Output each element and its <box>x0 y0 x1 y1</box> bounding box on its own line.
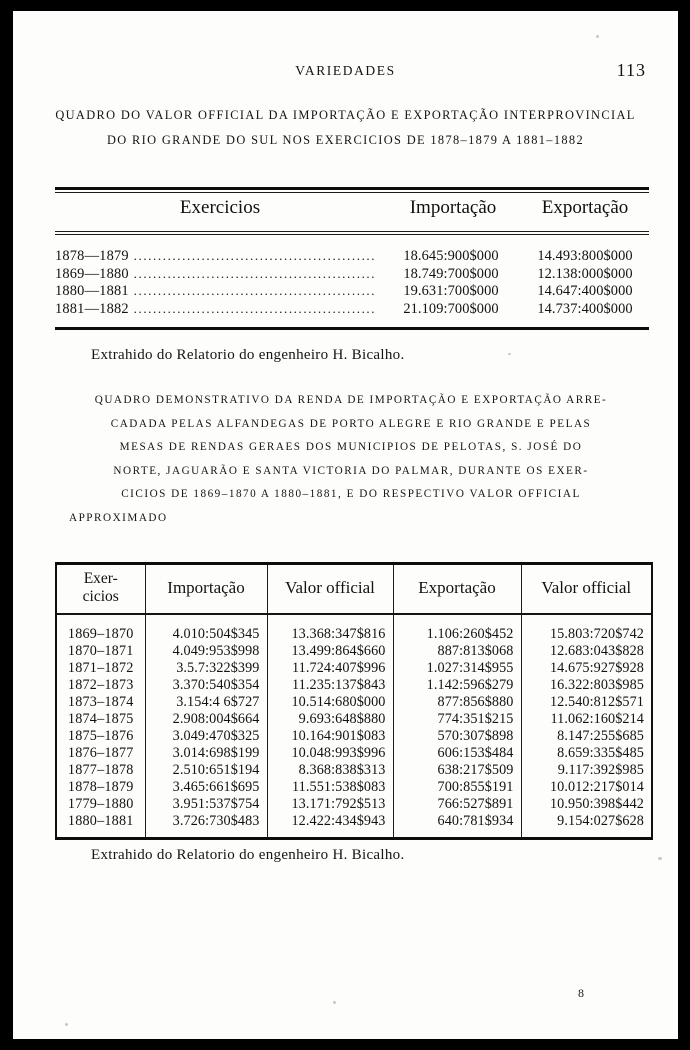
table-2-cell-importacao: 2.510:651$194 <box>145 762 267 779</box>
table-2-header-valor-official-importacao: Valor official <box>267 565 393 614</box>
scan-speck <box>508 353 511 355</box>
table-2 <box>55 562 653 840</box>
table-row <box>57 614 651 643</box>
table-2-cell-valor-exportacao: 12.540:812$571 <box>521 694 651 711</box>
table-2-cell-valor-exportacao: 12.683:043$828 <box>521 643 651 660</box>
table-2-cell-exercicio: 1873–1874 <box>67 694 134 710</box>
table-2-header-valor-official-exportacao: Valor official <box>521 565 651 614</box>
table-2-header-row <box>57 565 651 614</box>
table-2-cell-importacao: 3.5.7:322$399 <box>145 660 267 677</box>
running-head <box>13 60 678 87</box>
table-row <box>57 643 651 660</box>
table-2-cell-importacao: 3.465:661$695 <box>145 779 267 796</box>
table-2-cell-exportacao: 1.106:260$452 <box>393 614 521 643</box>
page-folio-number: 113 <box>616 60 646 80</box>
table-1-exercicio-label: 1881—1882 <box>55 300 129 317</box>
table-2-cell-importacao: 2.908:004$664 <box>145 711 267 728</box>
table-2-caption-line-6: APPROXIMADO <box>69 511 168 524</box>
table-2-caption-line-4: NORTE, JAGUARÃO E SANTA VICTORIA DO PALMAR, DURANTE OS EXER- <box>113 464 589 477</box>
scan-speck <box>333 1001 336 1004</box>
table-2-cell-importacao: 3.014:698$199 <box>145 745 267 762</box>
table-1-cell-exportacao: 14.493:800$000 <box>537 248 633 264</box>
table-2-cell-exportacao: 774:351$215 <box>393 711 521 728</box>
table-row <box>57 779 651 796</box>
table-2-cell-exportacao: 700:855$191 <box>393 779 521 796</box>
table-2-cell-valor-exportacao: 9.117:392$985 <box>521 762 651 779</box>
table-2-cell-valor-exportacao: 9.154:027$628 <box>521 813 651 837</box>
table-row <box>57 711 651 728</box>
table-1-header-row <box>55 193 649 231</box>
table-2-cell-valor-exportacao: 15.803:720$742 <box>521 614 651 643</box>
table-2-grid <box>57 565 651 837</box>
table-1-cell-importacao: 18.645:900$000 <box>403 248 499 264</box>
table-1-cell-exportacao: 14.737:400$000 <box>537 300 633 317</box>
table-2-cell-importacao: 4.010:504$345 <box>145 614 267 643</box>
table-2-cell-exercicio: 1870–1871 <box>67 643 134 659</box>
table-2-cell-exportacao: 1.027:314$955 <box>393 660 521 677</box>
table-row <box>57 745 651 762</box>
table-1-cell-exercicio <box>55 283 385 300</box>
table-1-exercicio-label: 1878—1879 <box>55 248 129 264</box>
table-1-caption-line-1: QUADRO DO VALOR OFFICIAL DA IMPORTAÇÃO E EXPORTAÇÃO INTERPROVINCIAL <box>55 108 636 122</box>
table-2-cell-exercicio: 1875–1876 <box>67 728 134 744</box>
table-2-attribution: Extrahido do Relatorio do engenheiro H. Bicalho. <box>91 847 405 863</box>
table-2-caption <box>51 389 651 531</box>
table-1-cell-exportacao: 12.138:000$000 <box>537 265 633 282</box>
table-2-header <box>57 565 651 614</box>
table-2-header-exercicios <box>57 565 145 614</box>
table-2-cell-valor-importacao: 10.514:680$000 <box>267 694 393 711</box>
table-1-body <box>55 235 649 327</box>
table-2-cell-valor-importacao: 11.235:137$843 <box>267 677 393 694</box>
table-2-cell-valor-importacao: 11.724:407$996 <box>267 660 393 677</box>
table-1-attribution: Extrahido do Relatorio do engenheiro H. Bicalho. <box>91 347 405 363</box>
table-2-cell-valor-exportacao: 10.950:398$442 <box>521 796 651 813</box>
table-2-header-exportacao: Exportação <box>393 565 521 614</box>
table-2-cell-exercicio: 1874–1875 <box>67 711 134 727</box>
table-2-caption-line-1: QUADRO DEMONSTRATIVO DA RENDA DE IMPORTAÇÃO E EXPORTAÇÃO ARRE- <box>94 394 608 406</box>
table-row <box>57 813 651 837</box>
table-row <box>57 728 651 745</box>
table-2-cell-exportacao: 766:527$891 <box>393 796 521 813</box>
table-2-cell-valor-importacao: 10.048:993$996 <box>267 745 393 762</box>
table-1-bottom-rule <box>55 327 649 330</box>
table-2-cell-valor-importacao: 10.164:901$083 <box>267 728 393 745</box>
table-2-cell-importacao: 3.951:537$754 <box>145 796 267 813</box>
table-row <box>57 677 651 694</box>
table-1-header-exercicios: Exercicios <box>179 197 261 218</box>
table-2-cell-valor-exportacao: 14.675:927$928 <box>521 660 651 677</box>
scan-speck <box>65 1023 68 1026</box>
table-2-cell-importacao: 4.049:953$998 <box>145 643 267 660</box>
table-1-cell-importacao: 18.749:700$000 <box>403 265 499 282</box>
dot-leader: .................................................. <box>128 300 377 316</box>
table-2-body <box>57 614 651 837</box>
table-2-caption-line-2: CADADA PELAS ALFANDEGAS DE PORTO ALEGRE E RIO GRANDE E PELAS <box>110 417 592 430</box>
table-1 <box>55 187 649 330</box>
table-2-cell-valor-importacao: 11.551:538$083 <box>267 779 393 796</box>
table-1-exercicio-label: 1869—1880 <box>55 265 129 282</box>
table-2-cell-exercicio: 1872–1873 <box>67 677 134 693</box>
table-2-cell-valor-exportacao: 16.322:803$985 <box>521 677 651 694</box>
table-2-cell-exportacao: 1.142:596$279 <box>393 677 521 694</box>
table-1-row <box>55 248 649 266</box>
scan-speck <box>658 857 662 860</box>
table-1-cell-exportacao: 14.647:400$000 <box>537 283 633 299</box>
table-1-cell-exercicio <box>55 248 385 265</box>
table-2-cell-importacao: 3.154:4 6$727 <box>145 694 267 711</box>
table-2-cell-exportacao: 877:856$880 <box>393 694 521 711</box>
table-row <box>57 762 651 779</box>
signature-mark: 8 <box>578 986 584 1000</box>
table-2-cell-exportacao: 638:217$509 <box>393 762 521 779</box>
table-2-cell-valor-exportacao: 10.012:217$014 <box>521 779 651 796</box>
table-1-header-importacao: Importação <box>409 197 497 218</box>
table-2-cell-exercicio: 1779–1880 <box>67 796 134 812</box>
table-row <box>57 660 651 677</box>
table-1-row <box>55 283 649 301</box>
table-2-cell-valor-importacao: 13.171:792$513 <box>267 796 393 813</box>
table-1-row <box>55 266 649 284</box>
table-2-cell-valor-importacao: 13.368:347$816 <box>267 614 393 643</box>
dot-leader: .................................................. <box>128 248 377 263</box>
table-1-header-exportacao: Exportação <box>541 197 629 218</box>
table-1-cell-exercicio <box>55 301 385 318</box>
table-2-cell-valor-importacao: 13.499:864$660 <box>267 643 393 660</box>
table-2-cell-valor-exportacao: 11.062:160$214 <box>521 711 651 728</box>
table-1-caption-line-2: DO RIO GRANDE DO SUL NOS EXERCICIOS DE 1878–1879 A 1881–1882 <box>106 133 585 147</box>
table-2-cell-valor-importacao: 8.368:838$313 <box>267 762 393 779</box>
table-2-cell-exercicio: 1869–1870 <box>67 626 134 642</box>
table-2-cell-exercicio: 1878–1879 <box>67 779 134 795</box>
page-sheet <box>13 11 678 1039</box>
table-row <box>57 796 651 813</box>
table-2-cell-valor-importacao: 12.422:434$943 <box>267 813 393 837</box>
table-2-header-exercicios-line-2: cicios <box>82 588 119 605</box>
running-head-title: VARIEDADES <box>295 63 396 78</box>
table-2-caption-line-3: MESAS DE RENDAS GERAES DOS MUNICIPIOS DE PELOTAS, S. JOSÉ DO <box>119 441 583 454</box>
table-2-cell-valor-importacao: 9.693:648$880 <box>267 711 393 728</box>
table-1-caption <box>13 103 678 153</box>
table-1-exercicio-label: 1880—1881 <box>55 283 129 299</box>
table-1-cell-importacao: 19.631:700$000 <box>403 283 499 299</box>
table-1-cell-importacao: 21.109:700$000 <box>403 300 499 317</box>
dot-leader: .................................................. <box>128 265 377 281</box>
table-2-cell-exercicio: 1877–1878 <box>67 762 134 778</box>
table-2-cell-exercicio: 1880–1881 <box>67 813 134 829</box>
table-2-cell-exportacao: 640:781$934 <box>393 813 521 837</box>
table-2-cell-valor-exportacao: 8.659:335$485 <box>521 745 651 762</box>
table-2-header-importacao: Importação <box>145 565 267 614</box>
scan-speck <box>596 35 599 38</box>
table-1-row <box>55 301 649 319</box>
table-2-cell-exercicio: 1871–1872 <box>67 660 134 676</box>
table-1-cell-exercicio <box>55 266 385 283</box>
table-2-cell-exercicio: 1876–1877 <box>67 745 134 761</box>
table-2-caption-line-5: CICIOS DE 1869–1870 A 1880–1881, E DO RESPECTIVO VALOR OFFICIAL <box>121 488 581 501</box>
table-2-cell-exportacao: 606:153$484 <box>393 745 521 762</box>
table-2-cell-valor-exportacao: 8.147:255$685 <box>521 728 651 745</box>
table-2-cell-importacao: 3.726:730$483 <box>145 813 267 837</box>
table-2-cell-importacao: 3.370:540$354 <box>145 677 267 694</box>
table-2-cell-exportacao: 887:813$068 <box>393 643 521 660</box>
table-row <box>57 694 651 711</box>
table-2-cell-importacao: 3.049:470$325 <box>145 728 267 745</box>
table-2-header-exercicios-line-1: Exer- <box>83 570 118 587</box>
table-2-cell-exportacao: 570:307$898 <box>393 728 521 745</box>
dot-leader: .................................................. <box>128 283 377 298</box>
